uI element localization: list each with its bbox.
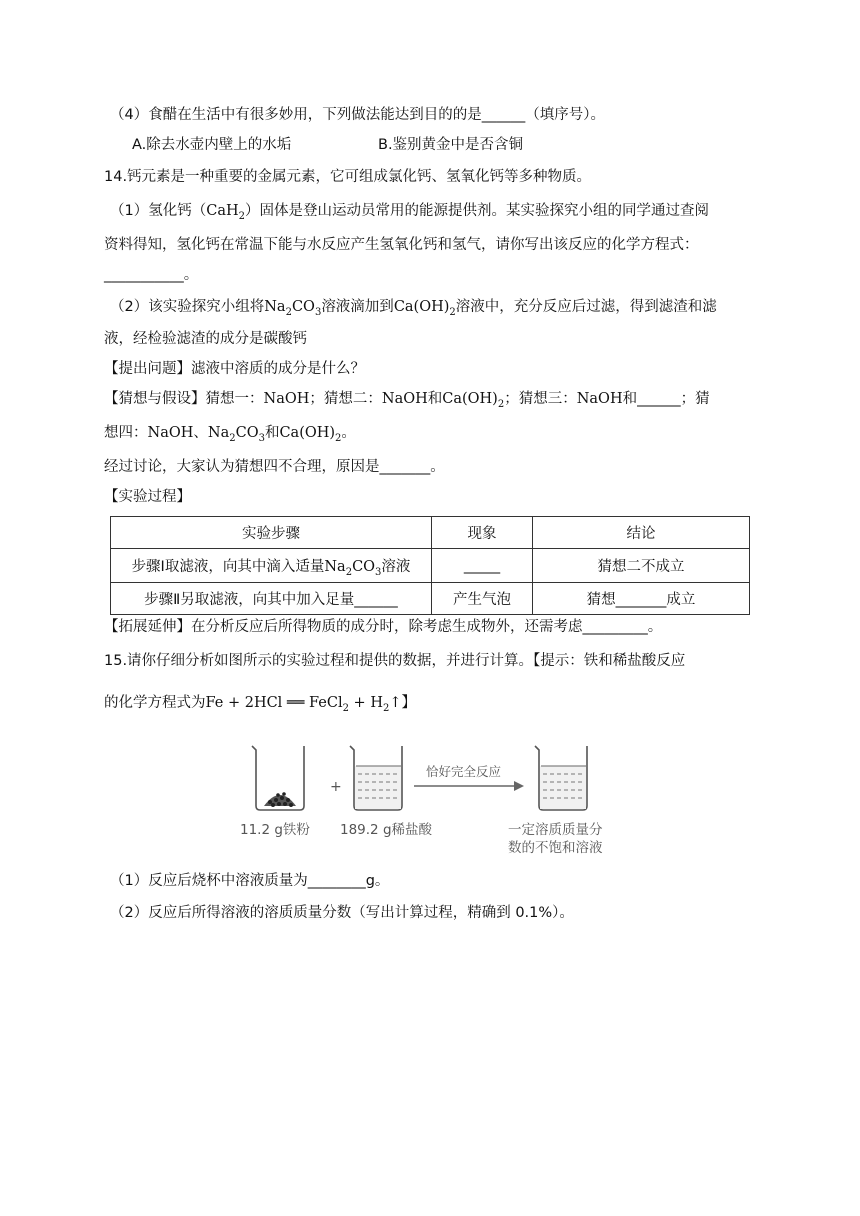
q14-process-label: 【实验过程】	[104, 489, 191, 505]
q15-sub1: （1）反应后烧杯中溶液质量为________g。	[110, 873, 390, 889]
table-cell-phenomenon-2: 产生气泡	[432, 583, 533, 615]
q14-part2-line2: 液，经检验滤渣的成分是碳酸钙	[104, 331, 307, 347]
plus-sign: +	[330, 779, 342, 795]
table-header-phenomenon: 现象	[432, 517, 533, 549]
table-cell-conclusion-1: 猜想二不成立	[533, 549, 750, 583]
q14-part1-text-a: （1）氢化钙（	[110, 203, 207, 219]
q14-part2-line1: （2）该实验探究小组将$Na_2CO_3$溶液滴加到$Ca(OH)_2$溶液中，充分反应后过滤，得到滤渣和滤	[110, 299, 717, 318]
q14-discussion: 经过讨论，大家认为猜想四不合理，原因是_______。	[104, 459, 445, 475]
label-iron-powder: 11.2 g铁粉	[240, 822, 310, 838]
q15-line1: 15.请你仔细分析如图所示的实验过程和提供的数据，并进行计算。【提示：铁和稀盐酸反应	[104, 653, 686, 669]
q14-extension: 【拓展延伸】在分析反应后所得物质的成分时，除考虑生成物外，还需考虑_________。	[104, 619, 663, 635]
experiment-figure	[232, 736, 652, 856]
table-cell-conclusion-2[interactable]: 猜想_______成立	[533, 583, 750, 615]
equation-fe-hcl: Fe + 2HCl ══ FeCl$_2$ + $H_2↑$	[205, 695, 402, 714]
table-row	[111, 583, 750, 615]
arrow-label: 恰好完全反应	[426, 764, 502, 779]
q15-sub2: （2）反应后所得溶液的溶质质量分数（写出计算过程，精确到 0.1%）。	[110, 905, 574, 921]
reaction-arrow-icon	[414, 781, 524, 791]
q14-part1-line1	[110, 200, 709, 224]
q4-option-a: A.除去水壶内壁上的水垢	[132, 137, 292, 153]
beaker-iron-icon	[252, 746, 304, 810]
q14-hypothesis-line2: 想四：NaOH、$Na_2CO_3$和$Ca(OH)_2$。	[104, 425, 356, 444]
hypothesis-3-blank[interactable]: ______	[637, 391, 681, 407]
beaker-solution-icon	[535, 746, 587, 810]
q15-line2: 的化学方程式为Fe + 2HCl ══ FeCl$_2$ + $H_2↑$】	[104, 695, 416, 714]
table-cell-step-2[interactable]: 步骤Ⅱ另取滤液，向其中加入足量______	[111, 583, 432, 615]
label-result-line2: 数的不饱和溶液	[508, 840, 603, 856]
beaker-acid-icon	[350, 746, 402, 810]
q4-option-b: B.鉴别黄金中是否含铜	[378, 137, 524, 153]
label-hydrochloric-acid: 189.2 g稀盐酸	[340, 822, 433, 838]
q14-part1-answer-blank: ___________。	[104, 267, 199, 283]
formula-cah2: CaH$_2$	[206, 203, 245, 222]
q14-intro: 14.钙元素是一种重要的金属元素，它可组成氯化钙、氢氧化钙等多种物质。	[104, 169, 592, 185]
table-header-conclusion: 结论	[533, 517, 750, 549]
q14-question: 【提出问题】滤液中溶质的成分是什么？	[104, 361, 365, 377]
table-header-row	[111, 517, 750, 549]
table-header-step: 实验步骤	[111, 517, 432, 549]
label-result-line1: 一定溶质质量分	[508, 822, 603, 838]
q14-hypothesis-line1: 【猜想与假设】猜想一：NaOH；猜想二：NaOH和$Ca(OH)_2$；猜想三：NaOH和______；猜	[104, 391, 710, 410]
table-cell-step-1: 步骤Ⅰ取滤液，向其中滴入适量$Na_2CO_3$溶液	[111, 549, 432, 583]
q4-text: （4）食醋在生活中有很多妙用，下列做法能达到目的的是______（填序号）。	[110, 107, 605, 123]
q14-part1-line2: 资料得知，氢化钙在常温下能与水反应产生氢氧化钙和氢气，请你写出该反应的化学方程式：	[104, 237, 699, 253]
table-row	[111, 549, 750, 583]
formula-na2co3: $Na_2CO_3$	[264, 299, 322, 318]
formula-caoh2: $Ca(OH)_2$	[393, 299, 456, 318]
q14-part1-text-b: ）固体是登山运动员常用的能源提供剂。某实验探究小组的同学通过查阅	[245, 203, 709, 219]
experiment-table	[110, 516, 750, 615]
table-cell-phenomenon-1[interactable]: _____	[432, 549, 533, 583]
